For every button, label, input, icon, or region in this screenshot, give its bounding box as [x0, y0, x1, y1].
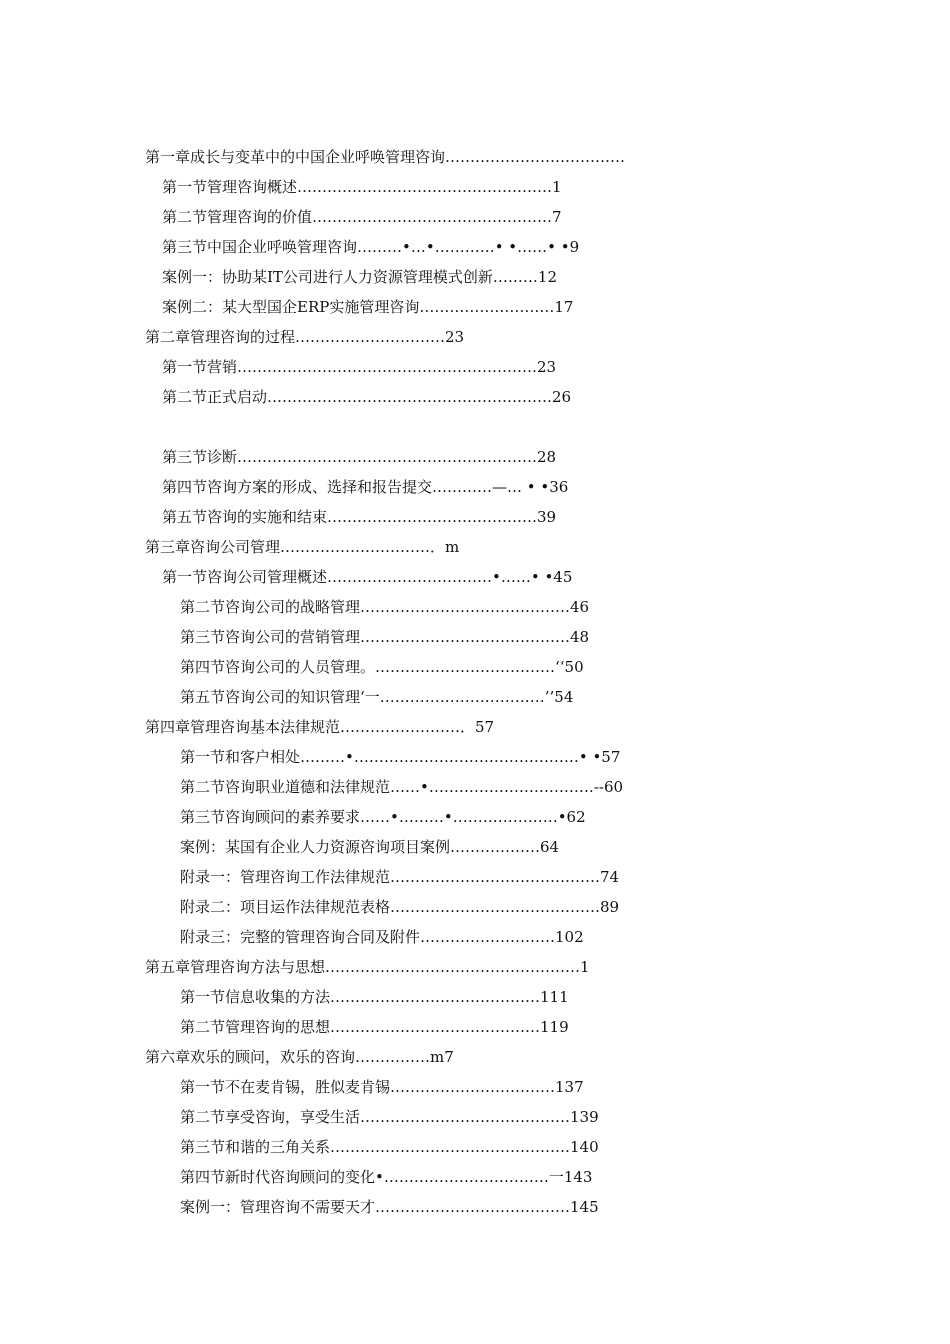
toc-entry: 第一节营销……………………………………………………23: [162, 358, 557, 376]
toc-entry: 第二节享受咨询，享受生活……………………………………139: [180, 1108, 599, 1126]
toc-entry: 第三节诊断……………………………………………………28: [162, 448, 557, 466]
toc-entry: 第三节咨询公司的营销管理……………………………………48: [180, 628, 590, 646]
toc-entry: 第一节咨询公司管理概述……………………………•……• •45: [162, 568, 573, 586]
toc-entry: 附录一：管理咨询工作法律规范……………………………………74: [180, 868, 620, 886]
toc-entry: 第一节信息收集的方法……………………………………111: [180, 988, 569, 1006]
toc-entry: 第六章欢乐的顾问，欢乐的咨询……………m7: [145, 1048, 454, 1066]
toc-entry: 第三节和谐的三角关系…………………………………………140: [180, 1138, 599, 1156]
toc-entry: 第五节咨询的实施和结束……………………………………39: [162, 508, 557, 526]
toc-entry: 案例一：管理咨询不需要天才…………………………………145: [180, 1198, 599, 1216]
toc-entry: 案例：某国有企业人力资源咨询项目案例………………64: [180, 838, 560, 856]
toc-entry: 案例一：协助某IT公司进行人力资源管理模式创新………12: [162, 268, 558, 286]
toc-entry: 第二章管理咨询的过程…………………………23: [145, 328, 465, 346]
toc-entry: 第二节咨询职业道德和法律规范……•……………………………--60: [180, 778, 624, 796]
toc-entry: 附录二：项目运作法律规范表格……………………………………89: [180, 898, 620, 916]
toc-entry: 案例二：某大型国企ERP实施管理咨询………………………17: [162, 298, 574, 316]
toc-entry: 附录三：完整的管理咨询合同及附件………………………102: [180, 928, 584, 946]
toc-entry: 第二节正式启动…………………………………………………26: [162, 388, 572, 406]
toc-entry: 第四节咨询公司的人员管理。………………………………‘‘50: [180, 658, 584, 676]
toc-entry: 第五章管理咨询方法与思想……………………………………………1: [145, 958, 590, 976]
toc-entry: 第五节咨询公司的知识管理‘一……………………………’’54: [180, 688, 574, 706]
toc-entry: 第二节管理咨询的思想……………………………………119: [180, 1018, 569, 1036]
toc-entry: 第三节中国企业呼唤管理咨询………•…•…………• •……• •9: [162, 238, 580, 256]
toc-entry: 第四章管理咨询基本法律规范……………………．57: [145, 718, 495, 736]
toc-entry: 第三节咨询顾问的素养要求……•………•…………………•62: [180, 808, 586, 826]
toc-entry: 第三章咨询公司管理…………………………．m: [145, 538, 460, 556]
toc-entry: 第二节咨询公司的战略管理……………………………………46: [180, 598, 590, 616]
toc-entry: 第四节咨询方案的形成、选择和报告提交…………—… • •36: [162, 478, 569, 496]
toc-entry: 第四节新时代咨询顾问的变化•……………………………一143: [180, 1168, 593, 1186]
toc-entry: 第一节不在麦肯锡，胜似麦肯锡……………………………137: [180, 1078, 584, 1096]
toc-entry: 第一节和客户相处………•………………………………………• •57: [180, 748, 621, 766]
toc-entry: 第一节管理咨询概述……………………………………………1: [162, 178, 562, 196]
toc-entry: 第一章成长与变革中的中国企业呼唤管理咨询………………………………: [145, 148, 626, 166]
toc-entry: 第二节管理咨询的价值…………………………………………7: [162, 208, 562, 226]
